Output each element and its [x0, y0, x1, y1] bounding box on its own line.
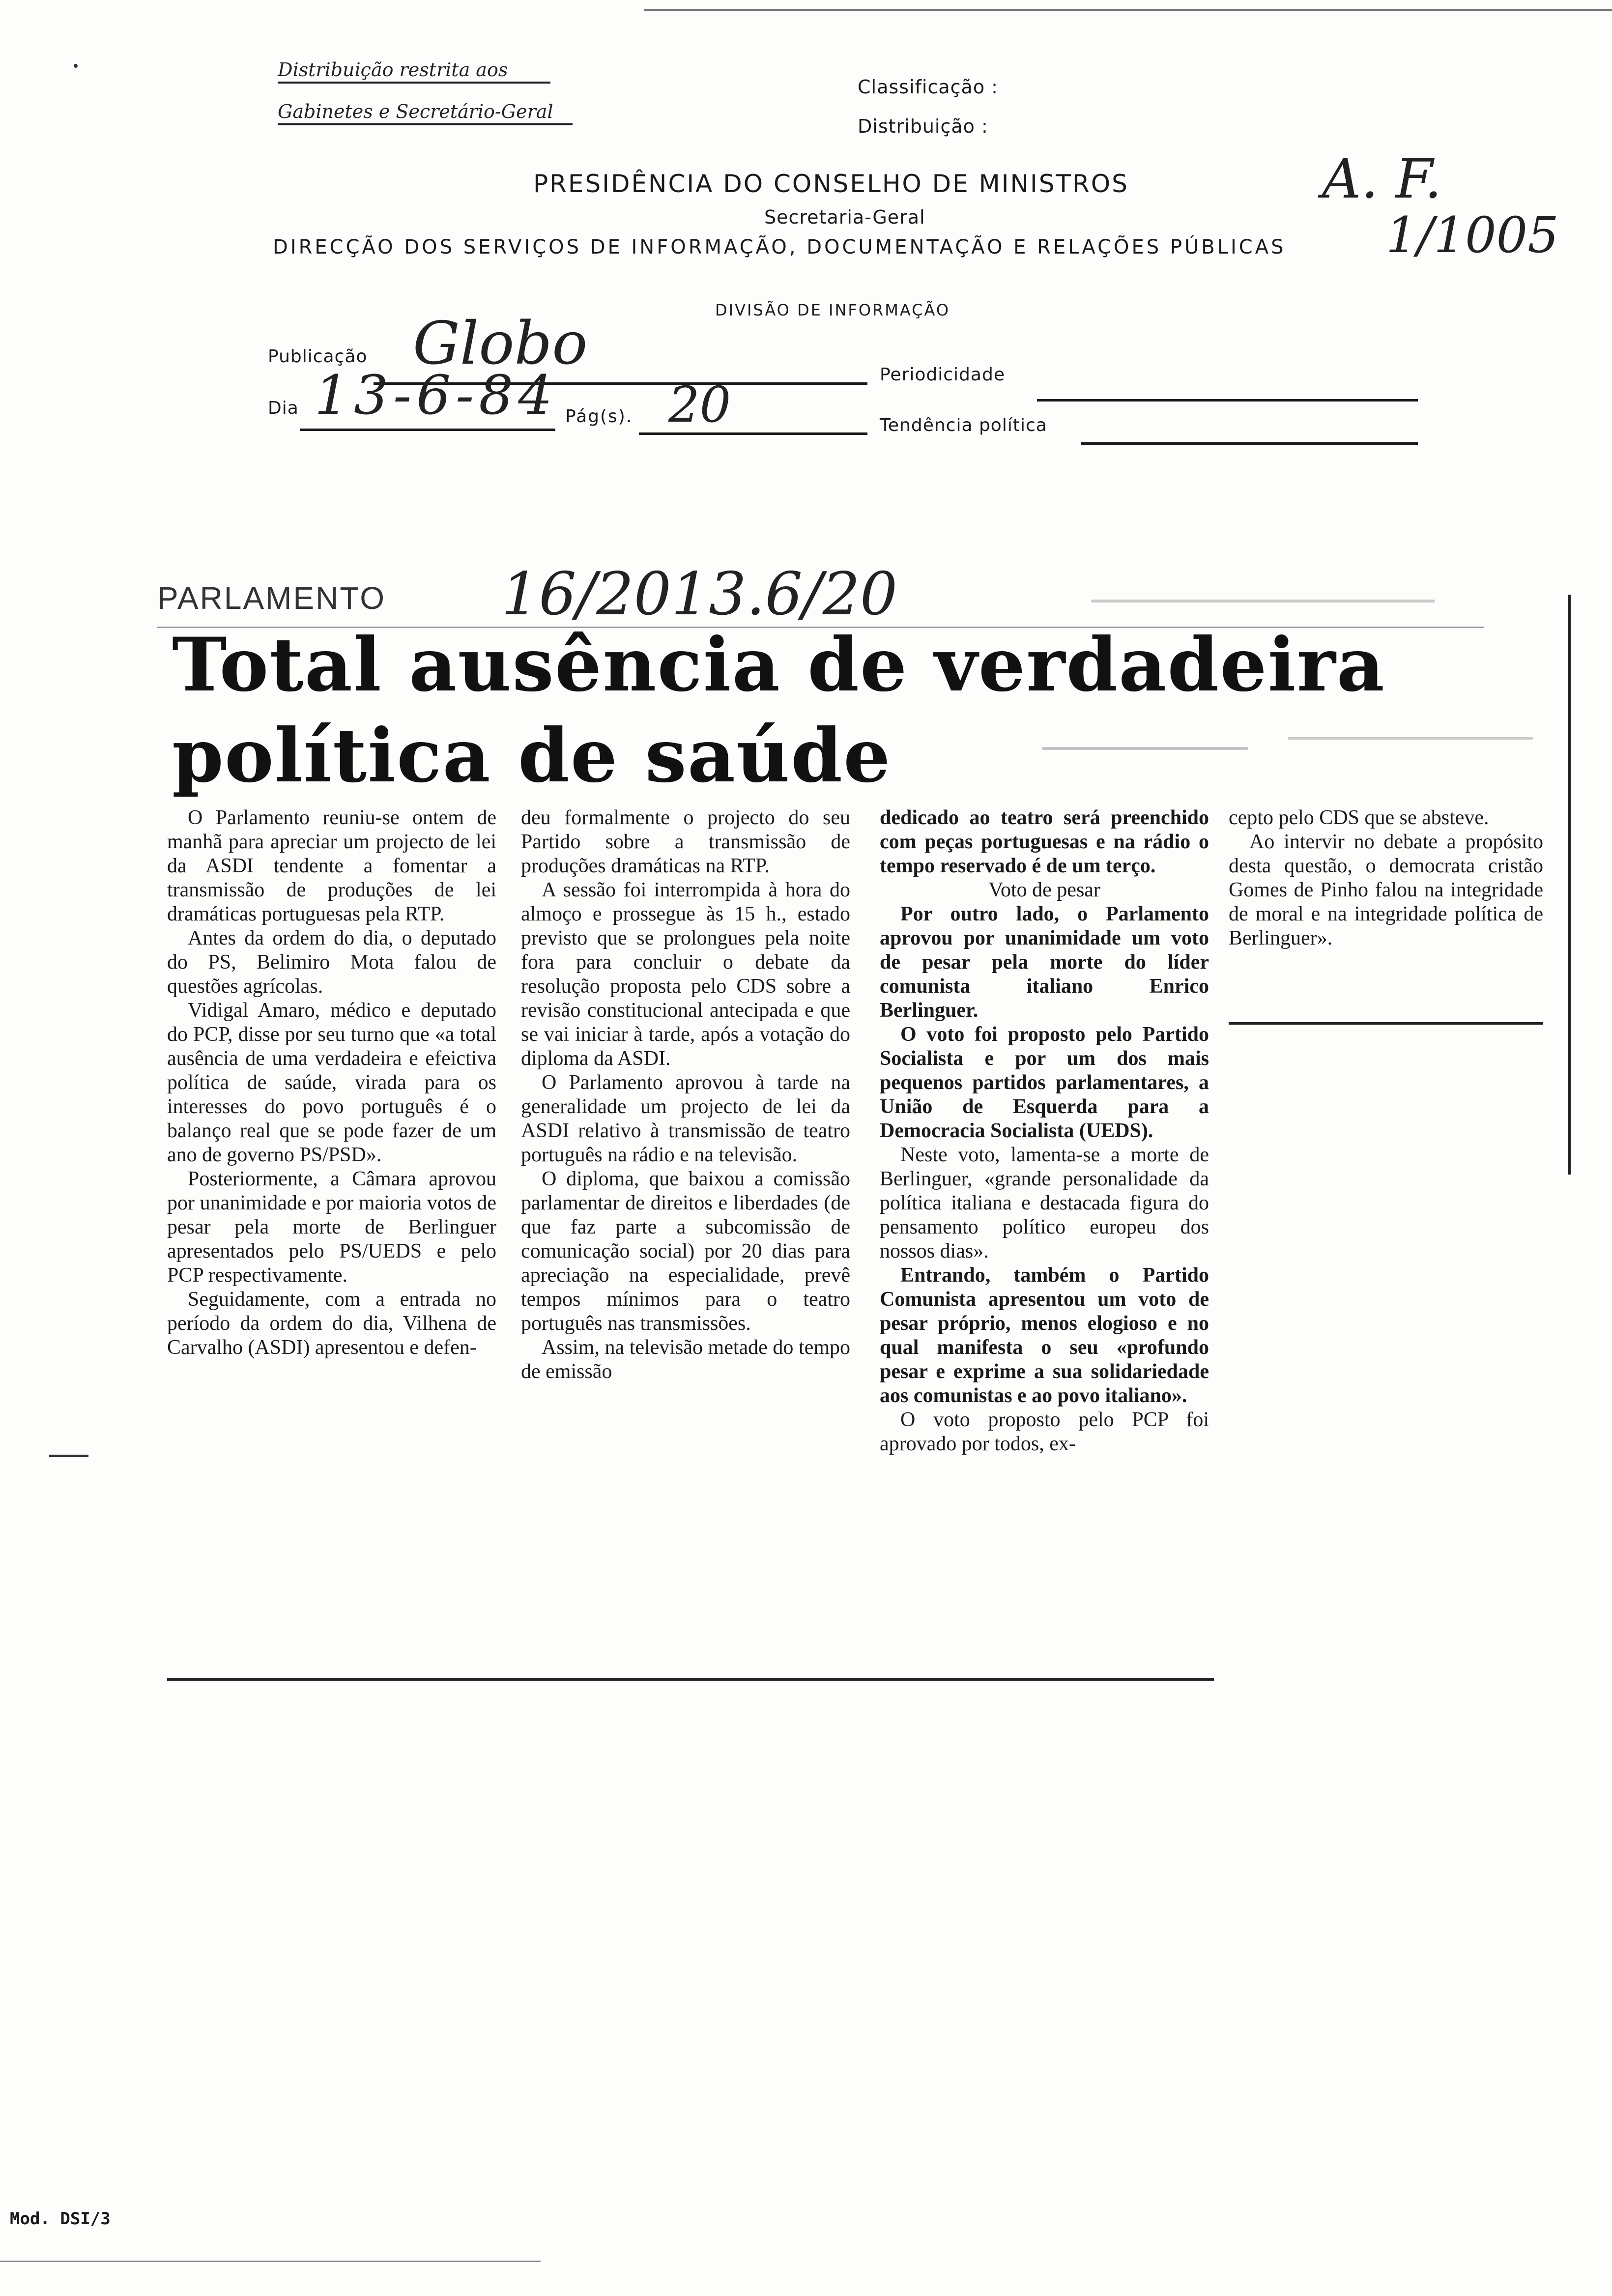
- article-title-line-1: Total ausência de verdadeira: [172, 622, 1385, 708]
- scan-bottom-line: [0, 2261, 541, 2262]
- article-column-2: [521, 806, 850, 1384]
- scan-noise: [1042, 747, 1248, 750]
- column-paragraph: Neste voto, lamenta-se a morte de Berlinguer, «grande personalidade da política italiana e destacada figura do pensamento político europeu dos nossos dias».: [880, 1144, 1209, 1263]
- pags-value: 20: [668, 376, 731, 433]
- publicacao-value: Globo: [413, 310, 588, 378]
- column-paragraph: deu formalmente o projecto do seu Partido sobre a transmissão de produções dramáticas na RTP.: [521, 806, 850, 877]
- tendencia-label: Tendência política: [880, 415, 1047, 435]
- right-border-rule: [1568, 595, 1571, 1175]
- secretaria-geral: Secretaria-Geral: [764, 206, 925, 228]
- column-paragraph: Vidigal Amaro, médico e deputado do PCP, disse por seu turno que «a total ausência de uma verdadeira e efeictiva política de saúde, virada para os interesses do povo português é o balanço real que se pode fazer de um ano de governo PS/PSD».: [167, 999, 496, 1166]
- pags-label: Pág(s).: [565, 406, 633, 427]
- column-paragraph: Ao intervir no debate a propósito desta questão, o democrata cristão Gomes de Pinho falou na integridade de moral e na integridade política de Berlinguer».: [1229, 831, 1543, 949]
- scan-noise: [1091, 600, 1435, 603]
- distribuicao-label: Distribuição :: [858, 115, 988, 137]
- column-paragraph: O Parlamento reuniu-se ontem de manhã para apreciar um projecto de lei da ASDI tendente a fomentar a transmissão de produções de lei dramáticas portuguesas pela RTP.: [167, 806, 496, 925]
- restricted-line-1: Distribuição restrita aos: [278, 59, 550, 84]
- column-paragraph: Assim, na televisão metade do tempo de emissão: [521, 1336, 850, 1383]
- column-paragraph: Posteriormente, a Câmara aprovou por unanimidade e por maioria votos de pesar pela morte de Berlinguer apresentados pelo PS/UEDS e pelo PCP respectivamente.: [167, 1168, 496, 1287]
- handwritten-corner-1: A. F.: [1322, 147, 1442, 210]
- scan-top-line: [644, 9, 1612, 11]
- column-paragraph: O voto foi proposto pelo Partido Socialista e por um dos mais pequenos partidos parlamentares, a União de Esquerda para a Democracia Socialista (UEDS).: [880, 1023, 1209, 1142]
- periodicidade-label: Periodicidade: [880, 365, 1005, 385]
- article-bottom-rule: [167, 1678, 1214, 1681]
- column-paragraph: Antes da ordem do dia, o deputado do PS, Belimiro Mota falou de questões agrícolas.: [167, 927, 496, 998]
- column-paragraph: O voto proposto pelo PCP foi aprovado por todos, ex-: [880, 1408, 1209, 1455]
- article-title-line-2: política de saúde: [172, 713, 892, 799]
- column-paragraph: dedicado ao teatro será preenchido com peças portuguesas e na rádio o tempo reservado é de um terço.: [880, 806, 1209, 877]
- model-number: Mod. DSI/3: [10, 2209, 111, 2229]
- margin-mark: [74, 64, 78, 68]
- column-paragraph: cepto pelo CDS que se absteve.: [1229, 806, 1489, 829]
- direccao-line: DIRECÇÃO DOS SERVIÇOS DE INFORMAÇÃO, DOCUMENTAÇÃO E RELAÇÕES PÚBLICAS: [273, 236, 1286, 258]
- column-paragraph: Por outro lado, o Parlamento aprovou por unanimidade um voto de pesar pela morte do líder comunista italiano Enrico Berlinguer.: [880, 903, 1209, 1022]
- column-4-end-rule: [1229, 1022, 1543, 1025]
- divisao-informacao: DIVISÃO DE INFORMAÇÃO: [715, 301, 950, 319]
- article-column-1: [167, 806, 496, 1360]
- presidencia-title: PRESIDÊNCIA DO CONSELHO DE MINISTROS: [533, 170, 1129, 198]
- classificacao-label: Classificação :: [858, 76, 998, 98]
- column-paragraph: O Parlamento aprovou à tarde na generalidade um projecto de lei da ASDI relativo à transmissão de teatro português na rádio e na televisão.: [521, 1071, 850, 1166]
- section-label: PARLAMENTO: [157, 580, 386, 616]
- handwritten-corner-2: 1/1005: [1386, 206, 1559, 264]
- dia-label: Dia: [268, 398, 299, 418]
- restricted-line-2: Gabinetes e Secretário-Geral: [278, 101, 573, 125]
- article-column-3: [880, 806, 1209, 1456]
- column-paragraph: O diploma, que baixou a comissão parlamentar de direitos e liberdades (de que faz parte a subcomissão de comunicação social) por 20 dias para apreciação na especialidade, prevê tempos mínimos para o teatro português nas transmissões.: [521, 1168, 850, 1335]
- column-paragraph: Seguidamente, com a entrada no período da ordem do dia, Vilhena de Carvalho (ASDI) apresentou e defen-: [167, 1288, 496, 1359]
- column-paragraph: A sessão foi interrompida à hora do almoço e prossegue às 15 h., estado previsto que se prolongues pela noite fora para concluir o debate da resolução proposta pelo CDS sobre a revisão constitucional antecipada e que se vai iniciar à tarde, após a votação do diploma da ASDI.: [521, 879, 850, 1070]
- scan-noise: [1288, 737, 1533, 740]
- column-paragraph: Entrando, também o Partido Comunista apresentou um voto de pesar próprio, menos elogioso e no qual manifesta o seu «profundo pesar e exprime a sua solidariedade aos comunistas e ao povo italiano».: [880, 1264, 1209, 1407]
- tendencia-line: [1081, 418, 1418, 445]
- margin-mark: [49, 1455, 88, 1457]
- dia-value: 13-6-84: [315, 364, 558, 427]
- handwritten-stamp: 16/2013.6/20: [501, 560, 898, 629]
- publicacao-label: Publicação: [268, 346, 368, 367]
- subheading-voto-de-pesar: Voto de pesar: [988, 879, 1100, 901]
- article-column-4: [1229, 806, 1543, 950]
- periodicidade-line: [1037, 374, 1418, 402]
